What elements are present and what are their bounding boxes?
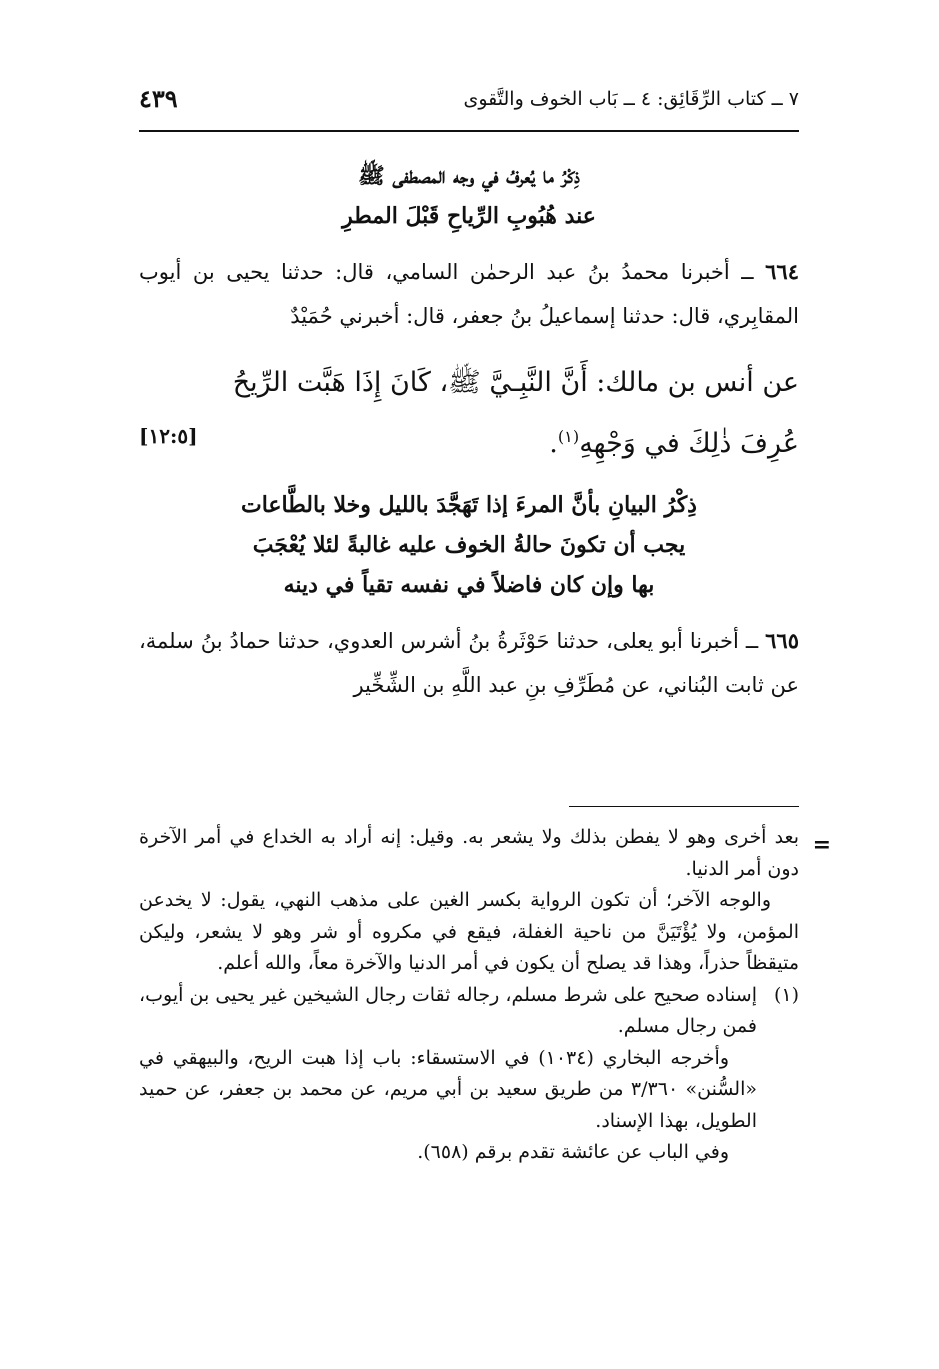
heading-2-line-1: ذِكْرُ البيانِ بأنَّ المرءَ إذا تَهَجَّدَ بالليل وخلا بالطَّاعات bbox=[241, 492, 697, 518]
footnote-1-sub bbox=[139, 1043, 799, 1169]
footnote-rule bbox=[569, 806, 799, 807]
isnad-664-text: ــ أخبرنا محمدُ بنُ عبد الرحمٰن السامي، قال: حدثنا يحيى بن أيوب المقابِري، قال: حدثنا إسماعيلُ بنُ جعفر، قال: أخبرني حُمَيْدٌ bbox=[139, 260, 799, 328]
spacer bbox=[139, 471, 799, 485]
section-heading-1 bbox=[139, 156, 799, 236]
heading-2-line-2: يجب أن تكونَ حالةُ الخوف عليه غالبةً لئلا يُعْجَبَ bbox=[252, 532, 686, 558]
hadith-664-matn bbox=[139, 356, 799, 471]
footnote-1-p3: وفي الباب عن عائشة تقدم برقم (٦٥٨). bbox=[417, 1141, 729, 1163]
continued-mark: = bbox=[812, 832, 831, 858]
running-title: ٧ ــ كتاب الرِّقَائِق: ٤ ــ بَاب الخوف والتَّقوى bbox=[463, 88, 799, 110]
footnote-1-p2: وأخرجه البخاري (١٠٣٤) في الاستسقاء: باب إذا هبت الريح، والبيهقي في «السُّنن» ٣/٣٦٠ من طريق سعيد بن أبي مريم، عن محمد بن جعفر، عن حميد الطويل، بهذا الإسناد. bbox=[139, 1046, 757, 1132]
footnote-1 bbox=[139, 980, 799, 1043]
footnote-continued-p1: بعد أخرى وهو لا يفطن بذلك ولا يشعر به. وقيل: إنه أراد به الخداع في أمر الآخرة دون أمر الدنيا. bbox=[139, 826, 799, 880]
hadith-665-isnad bbox=[139, 619, 799, 707]
heading-2-line-3: بها وإن كان فاضلاً في نفسه تقياً في دينه bbox=[283, 572, 655, 598]
main-text bbox=[139, 148, 799, 707]
footnotes bbox=[139, 822, 799, 1169]
matn-line-2-text: عُرِفَ ذٰلِكَ في وَجْهِهِ bbox=[579, 428, 799, 459]
heading-1-line-2: عند هُبُوبِ الرِّياحِ قَبْلَ المطرِ bbox=[342, 203, 596, 229]
section-heading-2 bbox=[139, 485, 799, 605]
matn-line-2 bbox=[139, 410, 799, 471]
footnote-ref-1[interactable]: (١) bbox=[557, 427, 580, 446]
footnote-1-label: (١) bbox=[773, 983, 799, 1006]
footnote-1-p1: إسناده صحيح على شرط مسلم، رجاله ثقات رجال الشيخين غير يحيى بن أيوب، فمن رجال مسلم. bbox=[139, 983, 757, 1037]
matn-line-1: عن أنس بن مالك: أَنَّ النَّبِـيَّ ﷺ، كَانَ إِذَا هَبَّت الرِّيحُ bbox=[232, 367, 799, 398]
hadith-number-664: ٦٦٤ bbox=[765, 259, 799, 284]
heading-1-line-1: ذِكْرُ ما يُعرفُ في وجه المصطفى ﷺ bbox=[358, 163, 580, 189]
matn-end: . bbox=[549, 428, 558, 459]
hadith-reference: [١٢:٥] bbox=[139, 424, 198, 448]
footnote-continued-p2: والوجه الآخر؛ أن تكون الرواية بكسر الغين على مذهب النهي، يقول: لا يخدعن المؤمن، ولا يُؤْتَيَنَّ من ناحية الغفلة، فيقع في مكروه أو شر وهو لا يشعر، وليكن متيقظاً حذراً، وهذا قد يصلح أن يكون في أمر الدنيا والآخرة معاً، والله أعلم. bbox=[139, 889, 799, 974]
spacer bbox=[139, 338, 799, 356]
page-number: ٤٣٩ bbox=[139, 84, 178, 113]
hadith-664-isnad bbox=[139, 250, 799, 338]
isnad-665-text: ــ أخبرنا أبو يعلى، حدثنا حَوْثَرةُ بنُ أشرس العدوي، حدثنا حمادُ بنُ سلمة، عن ثابت البُناني، عن مُطَرِّفِ بنِ عبد اللَّهِ بن الشِّخِّير bbox=[139, 629, 799, 697]
hadith-number-665: ٦٦٥ bbox=[765, 628, 799, 653]
running-header bbox=[139, 84, 799, 120]
spacer bbox=[139, 605, 799, 619]
spacer bbox=[139, 236, 799, 250]
header-rule bbox=[139, 130, 799, 132]
